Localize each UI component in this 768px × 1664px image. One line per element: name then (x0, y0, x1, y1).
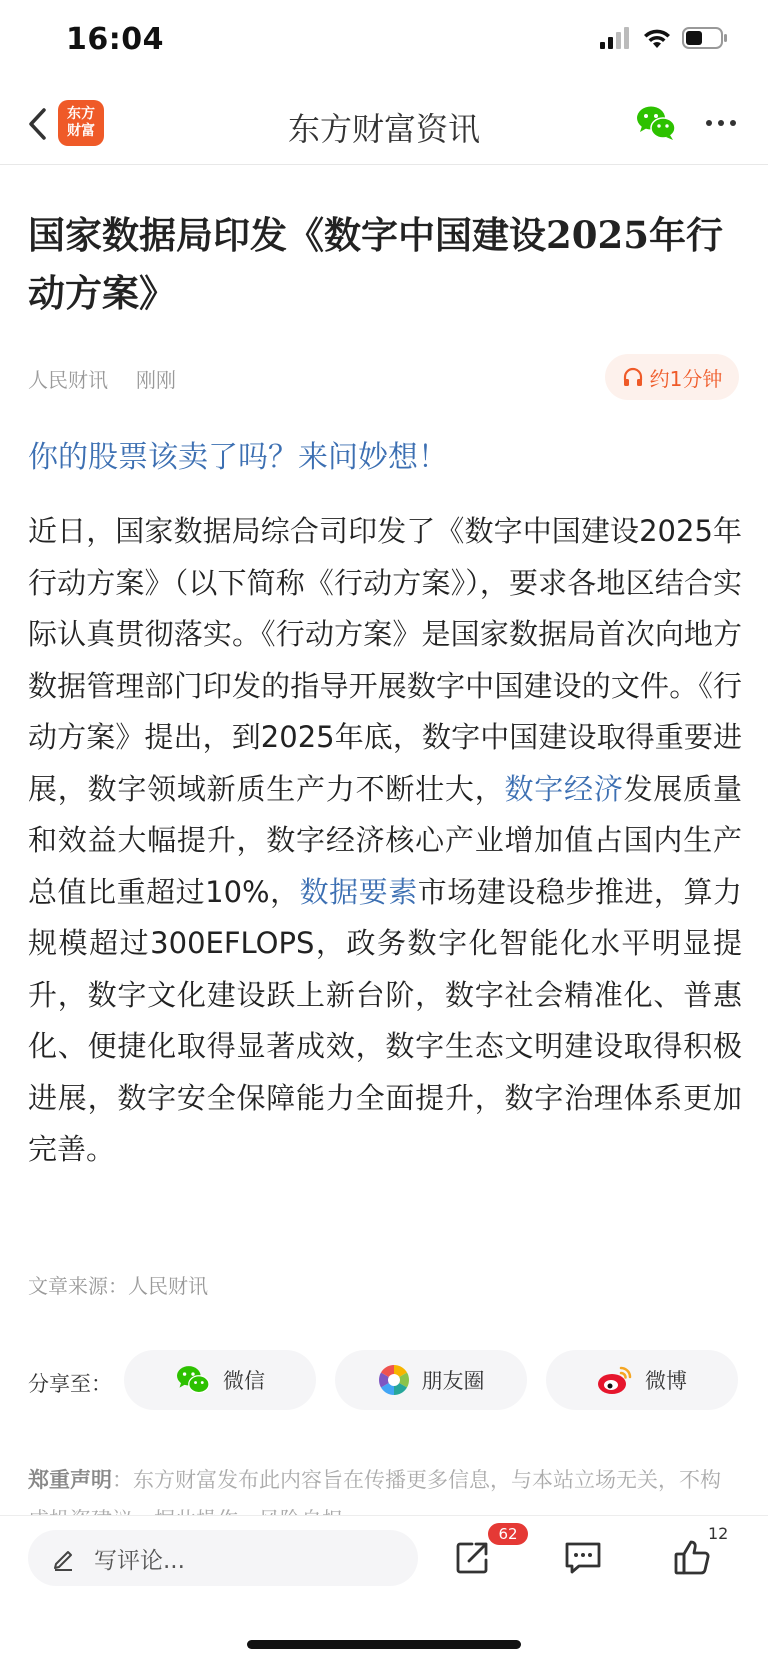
status-time: 16:04 (66, 22, 164, 57)
more-icon[interactable] (704, 108, 738, 138)
share-count-badge: 62 (488, 1523, 528, 1545)
body-text-2: 发展质量和效益大幅提升，数字经济核心产业增加值占国内生产总值比重超过10%， (28, 771, 742, 909)
keyword-link-digital-economy[interactable]: 数字经济 (504, 771, 624, 806)
article-source: 人民财讯 (28, 368, 108, 392)
logo-line-1: 东方 (67, 106, 95, 122)
comment-input[interactable] (28, 1530, 418, 1586)
signal-icon (600, 27, 632, 49)
share-wechat-label: 微信 (223, 1369, 265, 1393)
battery-icon (682, 26, 728, 50)
listen-duration: 约1分钟 (649, 366, 723, 391)
home-indicator (247, 1640, 521, 1649)
moments-icon (378, 1364, 410, 1396)
share-weibo-label: 微博 (645, 1369, 687, 1393)
share-weibo-button[interactable] (546, 1350, 738, 1410)
disclaimer (28, 1460, 740, 1516)
keyword-link-data-elements[interactable]: 数据要素 (299, 874, 418, 909)
weibo-icon (597, 1365, 633, 1395)
promo-link[interactable]: 你的股票该卖了吗？来问妙想！ (28, 440, 448, 475)
wechat-share-icon[interactable] (636, 104, 676, 142)
nav-bar (0, 84, 768, 165)
like-count: 12 (708, 1524, 729, 1543)
pencil-icon (50, 1544, 78, 1572)
app-logo (58, 100, 104, 146)
like-icon[interactable] (672, 1538, 712, 1578)
share-icon[interactable] (452, 1538, 492, 1578)
body-text-1: 近日，国家数据局综合司印发了《数字中国建设2025年行动方案》（以下简称《行动方案》），要求各地区结合实际认真贯彻落实。《行动方案》是国家数据局首次向地方数据管理部门印发的指导开展数字中国建设的文件。《行动方案》提出，到2025年底，数字中国建设取得重要进展，数字领域新质生产力不断壮大， (28, 514, 742, 806)
article-title: 国家数据局印发《数字中国建设2025年行动方案》 (28, 213, 723, 315)
status-icons (600, 26, 728, 50)
status-bar (0, 0, 768, 84)
nav-title: 东方财富资讯 (287, 110, 480, 148)
back-icon[interactable] (22, 102, 56, 146)
article-time: 刚刚 (136, 368, 176, 392)
logo-line-2: 财富 (67, 123, 95, 139)
bottom-bar (0, 1515, 768, 1664)
disclaimer-text: ：东方财富发布此内容旨在传播更多信息，与本站立场无关，不构 (112, 1468, 721, 1492)
share-moments-label: 朋友圈 (421, 1369, 485, 1393)
wifi-icon (642, 27, 672, 49)
disclaimer-heading: 郑重声明 (28, 1468, 112, 1492)
comment-placeholder: 写评论... (94, 1547, 185, 1574)
share-label: 分享至： (28, 1372, 112, 1396)
comment-icon[interactable] (563, 1538, 603, 1578)
article-source-line: 文章来源：人民财讯 (28, 1274, 208, 1298)
wechat-icon (175, 1364, 211, 1396)
share-moments-button[interactable] (335, 1350, 527, 1410)
article-body (28, 506, 742, 1176)
listen-button[interactable] (605, 354, 739, 400)
body-text-3: 市场建设稳步推进，算力规模超过300EFLOPS，政务数字化智能化水平明显提升，数字文化建设跃上新台阶，数字社会精准化、普惠化、便捷化取得显著成效，数字生态文明建设取得积极进展，数字安全保障能力全面提升，数字治理体系更加完善。 (28, 874, 742, 1166)
share-wechat-button[interactable] (124, 1350, 316, 1410)
headphones-icon (622, 366, 644, 388)
